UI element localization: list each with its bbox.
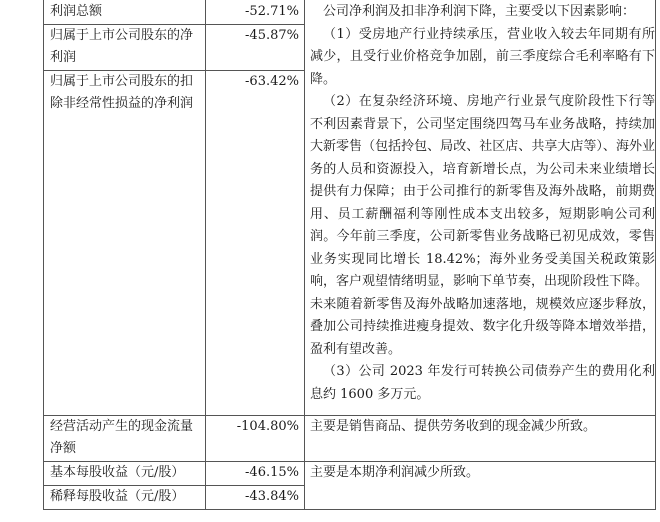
item-cell: 归属于上市公司股东的净利润 xyxy=(44,24,206,70)
financial-change-table xyxy=(43,0,656,510)
item-cell: 利润总额 xyxy=(44,0,206,24)
item-cell: 归属于上市公司股东的扣除非经常性损益的净利润 xyxy=(44,70,206,415)
change-cell: -45.87% xyxy=(206,24,305,70)
reason-paragraph: （2）在复杂经济环境、房地产行业景气度阶段性下行等不利因素背景下，公司坚定围绕四驾马车业务战略，持续加大新零售（包括拎包、局改、社区店、共享大店等）、海外业务的人员和资源投入，培育新增长点，为公司未来业绩增长提供有力保障；由于公司推行的新零售及海外战略，前期费用、员工薪酬福利等刚性成本支出较多，短期影响公司利润。今年前三季度，公司新零售业务战略已初见成效，零售业务实现同比增长 18.42%；海外业务受美国关税政策影响，客户观望情绪明显，影响下单节奏，出现阶段性下降。 xyxy=(310,94,655,289)
item-cell: 经营活动产生的现金流量净额 xyxy=(44,415,206,461)
reason-paragraph: （3）公司 2023 年发行可转换公司债券产生的费用化利息约 1600 多万元。 xyxy=(310,364,655,402)
change-cell: -104.80% xyxy=(206,415,305,461)
reason-paragraph: 公司净利润及扣非净利润下降，主要受以下因素影响： xyxy=(323,4,636,19)
change-cell: -63.42% xyxy=(206,70,305,415)
item-cell: 稀释每股收益（元/股） xyxy=(44,485,206,509)
reason-paragraph: （1）受房地产行业持续承压，营业收入较去年同期有所减少，且受行业价格竞争加剧，前三季度综合毛利率略有下降。 xyxy=(310,26,655,87)
reason-cell-cash-flow: 主要是销售商品、提供劳务收到的现金减少所致。 xyxy=(305,415,656,461)
reason-cell-profit xyxy=(305,0,656,415)
table-row-operating-cash-flow xyxy=(44,415,656,461)
change-cell: -43.84% xyxy=(206,485,305,509)
change-cell: -52.71% xyxy=(206,0,305,24)
table-row-basic-eps xyxy=(44,461,656,485)
reason-paragraph: 未来随着新零售及海外战略加速落地，规模效应逐步释放，叠加公司持续推进瘦身提效、数字化升级等降本增效举措，盈利有望改善。 xyxy=(310,296,655,357)
item-cell: 基本每股收益（元/股） xyxy=(44,461,206,485)
reason-cell-eps: 主要是本期净利润减少所致。 xyxy=(305,461,656,509)
change-cell: -46.15% xyxy=(206,461,305,485)
table-row-total-profit xyxy=(44,0,656,24)
